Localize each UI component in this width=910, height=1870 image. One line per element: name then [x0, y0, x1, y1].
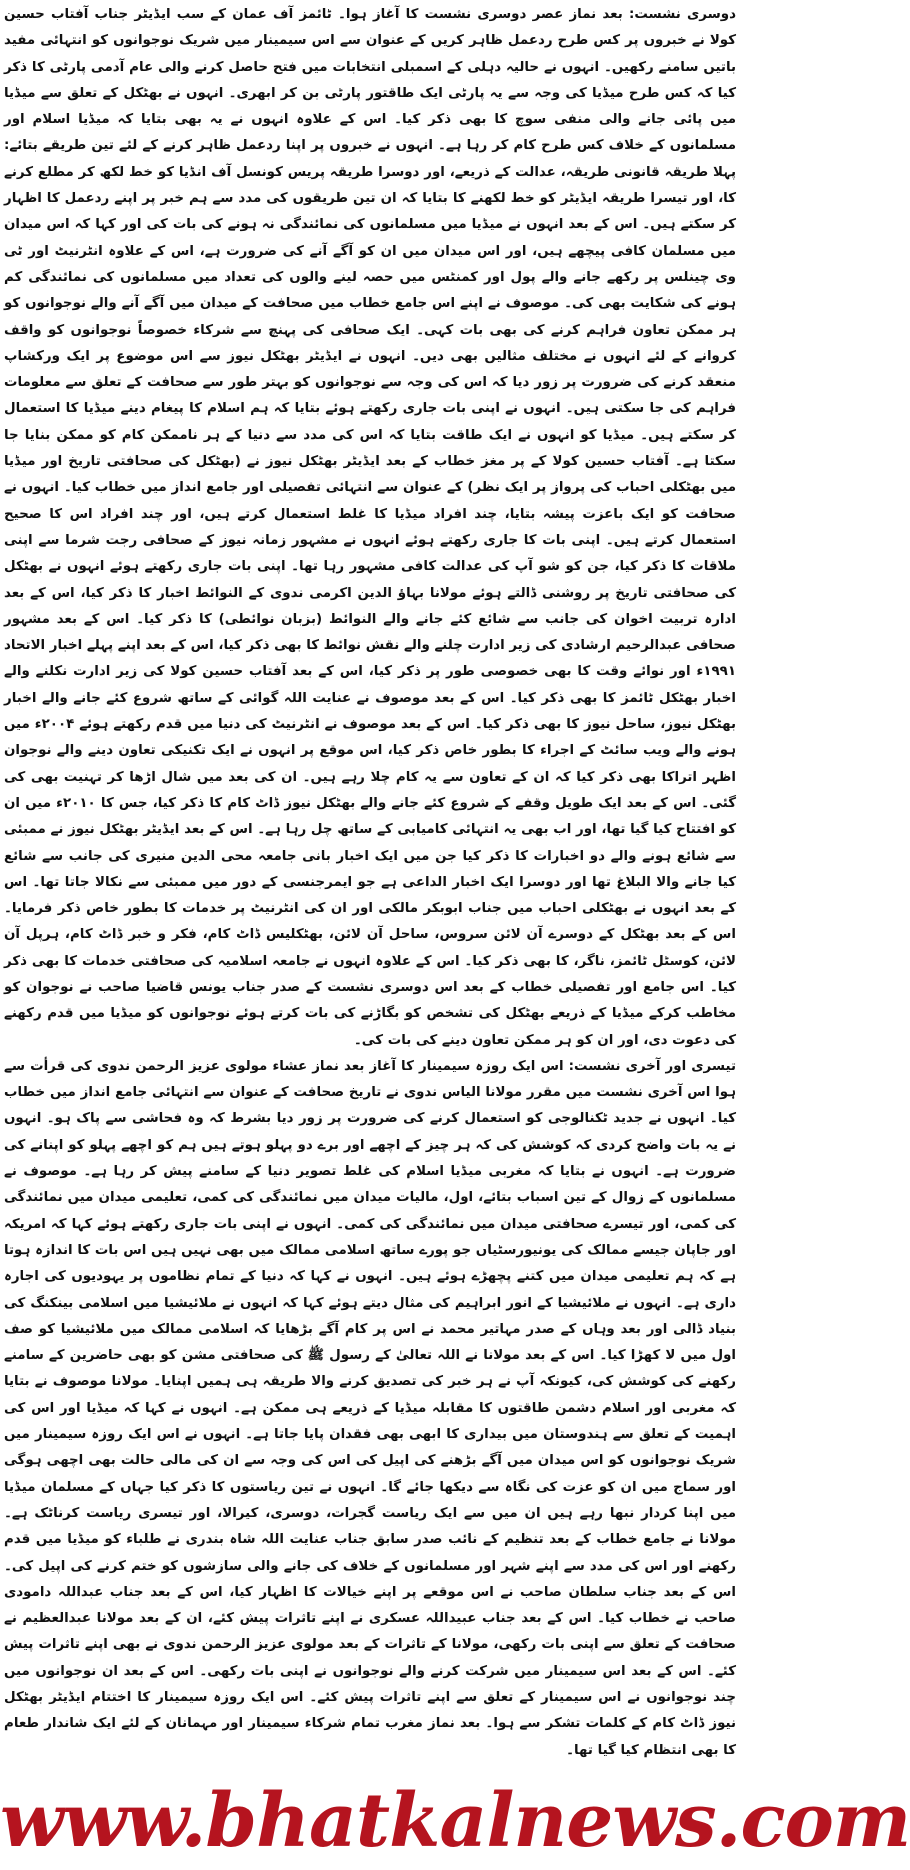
article-body	[4, 2, 736, 1764]
paragraph-third-session: تیسری اور آخری نشست: اس ایک روزہ سیمینار کا آغاز بعد نماز عشاء مولوی عزیز الرحمن ندوی کی قرأت سے ہوا اس آخری نشست میں مقرر مولانا الیاس ندوی نے تاریخ صحافت کے عنوان سے انتہائی جامع انداز میں خطاب کیا۔ انہوں نے جدید ٹکنالوجی کو استعمال کرنے کی ضرورت پر زور دیا بشرط کہ وہ فحاشی سے پاک ہو۔ انہوں نے یہ بات واضح کردی کہ کوشش کی کہ ہر چیز کے اچھے اور برے دو پہلو ہوتے ہیں ہم کو اچھے پہلو کو اپنانے کی ضرورت ہے۔ انہوں نے بتایا کہ مغربی میڈیا اسلام کی غلط تصویر دنیا کے سامنے پیش کر رہا ہے۔ موصوف نے مسلمانوں کے زوال کے تین اسباب بتائے، اول، مالیات میدان میں نمائندگی کی کمی، تعلیمی میدان میں نمائندگی کی کمی، اور تیسرے صحافتی میدان میں نمائندگی کی کمی۔ انہوں نے اپنی بات جاری رکھتے ہوئے کہا کہ امریکہ اور جاپان جیسے ممالک کی یونیورسٹیاں جو پورے ساتھ اسلامی ممالک میں بھی نہیں ہیں اس بات کا اندازہ ہوتا ہے کہ ہم تعلیمی میدان میں کتنے پچھڑے ہوئے ہیں۔ انہوں نے کہا کہ دنیا کے تمام نظاموں پر یہودیوں کی اجارہ داری ہے۔ انہوں نے ملائیشیا کے انور ابراہیم کی مثال دیتے ہوئے کہا کہ انہوں نے ملائیشیا میں اسلامی بینکنگ کی بنیاد ڈالی اور بعد وہاں کے صدر مہاتیر محمد نے اس پر کام آگے بڑھایا کہ اسلامی ممالک میں ملائیشیا کو صف اول میں لا کھڑا کیا۔ اس کے بعد مولانا نے اللہ تعالیٰ کے رسول ﷺ کی صحافتی مشن کو بھی حاضرین کے سامنے رکھنے کی کوشش کی، کیونکہ آپ نے ہر خبر کی تصدیق کرنے والا طریقہ ہی ہمیں اپنایا۔ مولانا موصوف نے بتایا کہ مغربی اور اسلام دشمن طاقتوں کا مقابلہ میڈیا کے ذریعے ہی ممکن ہے۔ انہوں نے کہا کہ میڈیا اور اس کی اہمیت کے تعلق سے ہندوستان میں بیداری کا ابھی بھی فقدان پایا جاتا ہے۔ انہوں نے اس ایک روزہ سیمینار میں شریک نوجوانوں کو اس میدان میں آگے بڑھنے کی اپیل کی اس کی وجہ سے ان کی مالی حالت بھی اچھی ہوگی اور سماج میں ان کو عزت کی نگاہ سے دیکھا جائے گا۔ انہوں نے تین ریاستوں کا ذکر کیا جہاں کے مسلمان میڈیا میں اپنا کردار نبھا رہے ہیں ان میں سے ایک ریاست گجرات، دوسری، کیرالا، اور تیسری ریاست کرناٹک ہے۔ مولانا نے جامع خطاب کے بعد تنظیم کے نائب صدر سابق جناب عنایت اللہ شاہ بندری نے طلباء کو میڈیا میں قدم رکھنے اور اس کی مدد سے اپنے شہر اور مسلمانوں کے خلاف کی جانے والی سازشوں کو ختم کرنے کی اپیل کی۔ اس کے بعد جناب سلطان صاحب نے اس موقعے پر اپنے خیالات کا اظہار کیا، اس کے بعد جناب عبداللہ دامودی صاحب نے خطاب کیا۔ اس کے بعد جناب عبیداللہ عسکری نے اپنے تاثرات پیش کئے، ان کے بعد مولانا عبدالعظیم نے صحافت کے تعلق سے اپنی بات رکھی، مولانا کے تاثرات کے بعد مولوی عزیز الرحمن ندوی نے بھی اپنے تاثرات پیش کئے۔ اس کے بعد اس سیمینار میں شرکت کرنے والے نوجوانوں نے اپنی بات رکھی۔ اس کے بعد ان نوجوانوں میں چند نوجوانوں نے اس سیمینار کے تعلق سے اپنے تاثرات پیش کئے۔ اس ایک روزہ سیمینار کا اختتام ایڈیٹر بھٹکل نیوز ڈاٹ کام کے کلمات تشکر سے ہوا۔ بعد نماز مغرب تمام شرکاء سیمینار اور مہمانان کے لئے ایک شاندار طعام کا بھی انتظام کیا گیا تھا۔	[4, 1058, 736, 1758]
site-watermark: www.bhatkalnews.com	[0, 1778, 910, 1864]
paragraph-second-session: دوسری نشست: بعد نماز عصر دوسری نشست کا آغاز ہوا۔ ٹائمز آف عمان کے سب ایڈیٹر جناب آفتاب حسین کولا نے خبروں پر کس طرح ردعمل ظاہر کریں کے عنوان سے اس سیمینار میں شریک نوجوانوں کو انتہائی مفید باتیں سامنے رکھیں۔ انہوں نے حالیہ دہلی کے اسمبلی انتخابات میں فتح حاصل کرنے والی عام آدمی پارٹی کا ذکر کیا کہ کس طرح میڈیا کی وجہ سے یہ پارٹی ایک طاقتور پارٹی بن کر ابھری۔ انہوں نے بھٹکل کے تعلق سے میڈیا میں پائی جانے والی منفی سوچ کا بھی ذکر کیا۔ اس کے علاوہ انہوں نے یہ بھی بتایا کہ میڈیا اسلام اور مسلمانوں کے خلاف کس طرح کام کر رہا ہے۔ انہوں نے خبروں پر اپنا ردعمل ظاہر کرنے کے لئے تین طریقے بتائے: پہلا طریقہ قانونی طریقہ، عدالت کے ذریعے، اور دوسرا طریقہ پریس کونسل آف انڈیا کو خط لکھ کر مطلع کرنے کا، اور تیسرا طریقہ ایڈیٹر کو خط لکھنے کا بتایا کہ ان تین طریقوں کی مدد سے ہم خبر پر اپنے ردعمل کا اظہار کر سکتے ہیں۔ اس کے بعد انہوں نے میڈیا میں مسلمانوں کی نمائندگی نہ ہونے کی بات کی اور کہا کہ اس میدان میں مسلمان کافی پیچھے ہیں، اور اس میدان میں ان کو آگے آنے کی ضرورت ہے، اس کے علاوہ انٹرنیٹ اور ٹی وی چینلس پر رکھے جانے والے پول اور کمنٹس میں حصہ لینے والوں کی تعداد میں مسلمانوں کی نمائندگی کم ہونے کی شکایت بھی کی۔ موصوف نے اپنے اس جامع خطاب میں صحافت کے میدان میں آگے آنے والے نوجوانوں کو ہر ممکن تعاون فراہم کرنے کی بھی بات کہی۔ ایک صحافی کی پہنچ سے شرکاء خصوصاً نوجوانوں کو واقف کروانے کے لئے انہوں نے مختلف مثالیں بھی دیں۔ انہوں نے ایڈیٹر بھٹکل نیوز سے اس موضوع پر ایک ورکشاپ منعقد کرنے کی ضرورت پر زور دیا کہ اس کی وجہ سے نوجوانوں کو بہتر طور سے صحافت کے تعلق سے معلومات فراہم کی جا سکتی ہیں۔ انہوں نے اپنی بات جاری رکھتے ہوئے بتایا کہ ہم اسلام کا پیغام دینے میڈیا کا استعمال کر سکتے ہیں۔ میڈیا کو انہوں نے ایک طاقت بتایا کہ اس کی مدد سے دنیا کے ہر ناممکن کام کو ممکن بنایا جا سکتا ہے۔ آفتاب حسین کولا کے پر مغز خطاب کے بعد ایڈیٹر بھٹکل نیوز نے (بھٹکل کی صحافتی تاریخ اور میڈیا میں بھٹکلی احباب کی پرواز پر ایک نظر) کے عنوان سے انتہائی تفصیلی اور جامع انداز میں خطاب کیا۔ انہوں نے صحافت کو ایک باعزت پیشہ بتایا، چند افراد میڈیا کا غلط استعمال کرتے ہیں، اور چند افراد اس کا صحیح استعمال کرتے ہیں۔ اپنی بات کا جاری رکھتے ہوئے انہوں نے مشہور زمانہ نیوز کے صحافی رجت شرما سے اپنی ملاقات کا ذکر کیا، جن کو شو آپ کی عدالت کافی مشہور رہا تھا۔ اپنی بات جاری رکھتے ہوئے انہوں نے بھٹکل کی صحافتی تاریخ پر روشنی ڈالتے ہوئے مولانا بہاؤ الدین اکرمی ندوی کے النوائط اخبار کا ذکر کیا، اس کے بعد ادارہ تربیت اخوان کی جانب سے شائع کئے جانے والے النوائط (بزبان نوائطی) کا ذکر کیا۔ اس کے بعد مشہور صحافی عبدالرحیم ارشادی کی زیر ادارت چلنے والے نقش نوائط کا بھی ذکر کیا، اس کے بعد اپنے پہلے اخبار الاتحاد ۱۹۹۱ء اور نوائے وقت کا بھی خصوصی طور پر ذکر کیا، اس کے بعد آفتاب حسین کولا کی زیر ادارت نکلنے والے اخبار بھٹکل ٹائمز کا بھی ذکر کیا۔ اس کے بعد موصوف نے عنایت اللہ گوائی کے ساتھ شروع کئے جانے والے اخبار بھٹکل نیوز، ساحل نیوز کا بھی ذکر کیا۔ اس کے بعد موصوف نے انٹرنیٹ کی دنیا میں قدم رکھتے ہوئے ۲۰۰۴ء میں ہونے والے ویب سائٹ کے اجراء کا بطور خاص ذکر کیا، اس موقع پر انہوں نے ایک تکنیکی تعاون دینے والے نوجوان اظہر اتراکا بھی ذکر کیا کہ ان کے تعاون سے یہ کام چلا رہے ہیں۔ ان کی بعد میں شال اڑھا کر تہنیت بھی کی گئی۔ اس کے بعد ایک طویل وقفے کے شروع کئے جانے والے بھٹکل نیوز ڈاٹ کام کا ذکر کیا، جس کا ۲۰۱۰ء میں ان کو افتتاح کیا گیا تھا، اور اب بھی یہ انتہائی کامیابی کے ساتھ چل رہا ہے۔ اس کے بعد ایڈیٹر بھٹکل نیوز نے ممبئی سے شائع ہونے والے دو اخبارات کا ذکر کیا جن میں ایک اخبار بانی جامعہ محی الدین منیری کی جانب سے شائع کیا جانے والا البلاغ تھا اور دوسرا ایک اخبار الداعی ہے جو ایمرجنسی کے دور میں ممبئی سے نکالا جاتا تھا۔ اس کے بعد انہوں نے بھٹکلی احباب میں جناب ابوبکر مالکی اور ان کی انٹرنیٹ پر خدمات کا بطور خاص ذکر فرمایا۔ اس کے بعد بھٹکل کے دوسرے آن لائن سروس، ساحل آن لائن، بھٹکلیس ڈاٹ کام، فکر و خبر ڈاٹ کام، ہرپل آن لائن، کوسٹل ٹائمز، ناگر، کا بھی ذکر کیا۔ اس کے علاوہ انہوں نے جامعہ اسلامیہ کی صحافتی خدمات کا بھی ذکر کیا۔ اس جامع اور تفصیلی خطاب کے بعد اس دوسری نشست کے صدر جناب یونس قاضیا صاحب نے نوجوان کو مخاطب کرکے میڈیا کے ذریعے بھٹکل کی تشخص کو بگاڑنے کی بات کرتے ہوئے نوجوانوں کو میڈیا میں قدم رکھنے کی دعوت دی، اور ان کو ہر ممکن تعاون دینے کی بات کی۔	[4, 7, 736, 1048]
